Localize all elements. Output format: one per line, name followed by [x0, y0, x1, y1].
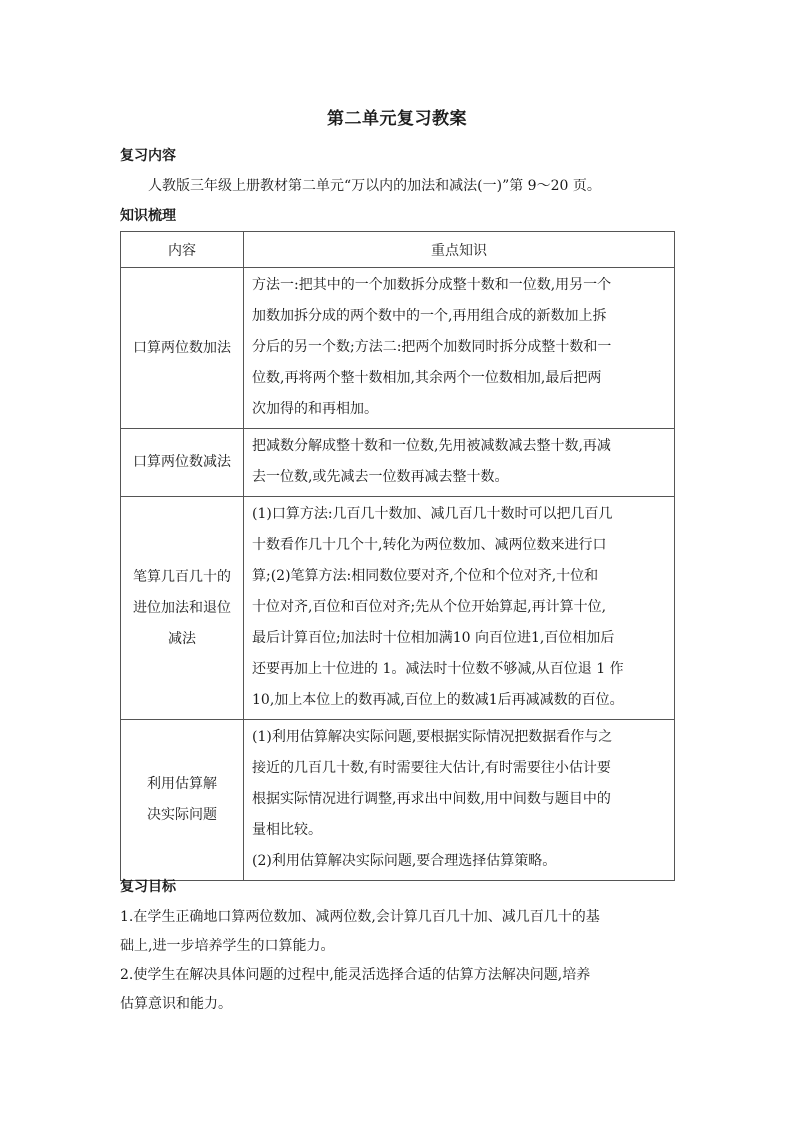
section-heading-review-content: 复习内容	[120, 148, 176, 164]
table-row	[121, 720, 675, 881]
key-point-line: 分后的另一个数;方法二:把两个加数同时拆分成整十数和一	[252, 339, 612, 355]
key-point-line: (1)利用估算解决实际问题,要根据实际情况把数据看作与之	[252, 729, 613, 745]
key-points-cell	[244, 720, 675, 881]
key-points-cell	[244, 268, 675, 429]
key-point-line: 方法一:把其中的一个加数拆分成整十数和一位数,用另一个	[252, 277, 612, 293]
key-point-line: 接近的几百几十数,有时需要往大估计,有时需要往小估计要	[252, 760, 611, 776]
key-point-line: 最后计算百位;加法时十位相加满10 向百位进1,百位相加后	[252, 630, 615, 646]
table-row	[121, 429, 675, 497]
key-points-cell	[244, 429, 675, 497]
key-point-line: 次加得的和再相加。	[252, 401, 378, 417]
topic-line: 口算两位数减法	[133, 454, 231, 470]
topic-cell	[121, 268, 244, 429]
key-point-line: 把减数分解成整十数和一位数,先用被减数减去整十数,再减	[252, 438, 611, 454]
key-point-line: 去一位数,或先减去一位数再减去整十数。	[252, 469, 509, 485]
topic-cell	[121, 720, 244, 881]
table-header-row	[121, 232, 675, 268]
key-point-line: 位数,再将两个整十数相加,其余两个一位数相加,最后把两	[252, 370, 602, 386]
page-title: 第二单元复习教案	[327, 109, 467, 129]
topic-line: 利用估算解	[147, 776, 217, 792]
key-point-line: 量相比较。	[252, 822, 322, 838]
key-point-line: 十数看作几十几个十,转化为两位数加、减两位数来进行口	[252, 537, 607, 553]
goal-line: 础上,进一步培养学生的口算能力。	[120, 938, 335, 954]
key-point-line: 根据实际情况进行调整,再求出中间数,用中间数与题目中的	[252, 791, 611, 807]
section-heading-review-goals: 复习目标	[120, 879, 176, 895]
topic-cell	[121, 429, 244, 497]
key-point-line: 算;(2)笔算方法:相同数位要对齐,个位和个位对齐,十位和	[252, 568, 599, 584]
table-header-key-points: 重点知识	[244, 232, 675, 268]
topic-line: 进位加法和退位	[133, 599, 231, 616]
key-point-line: 加数加拆分成的两个数中的一个,再用组合成的新数加上拆	[252, 308, 607, 324]
review-content-text: 人教版三年级上册教材第二单元“万以内的加法和减法(一)”第 9～20 页。	[148, 178, 601, 194]
topic-cell	[121, 497, 244, 720]
key-point-line: 十位对齐,百位和百位对齐;先从个位开始算起,再计算十位,	[252, 599, 607, 615]
review-goals-text	[120, 903, 680, 1019]
knowledge-table	[120, 231, 675, 881]
key-points-cell	[244, 497, 675, 720]
section-heading-knowledge: 知识梳理	[120, 208, 176, 224]
table-header-topic: 内容	[121, 232, 244, 268]
goal-line: 估算意识和能力。	[120, 996, 232, 1012]
key-point-line: 还要再加上十位进的 1。减法时十位数不够减,从百位退 1 作	[252, 661, 624, 677]
key-point-line: (2)利用估算解决实际问题,要合理选择估算策略。	[252, 853, 557, 869]
goal-line: 2.使学生在解决具体问题的过程中,能灵活选择合适的估算方法解决问题,培养	[120, 967, 591, 983]
topic-line: 减法	[168, 630, 196, 647]
topic-line: 决实际问题	[147, 807, 217, 823]
table-row	[121, 497, 675, 720]
key-point-line: 10,加上本位上的数再减,百位上的数减1后再减减数的百位。	[252, 692, 624, 708]
goal-line: 1.在学生正确地口算两位数加、减两位数,会计算几百几十加、减几百几十的基	[120, 909, 600, 925]
topic-line: 笔算几百几十的	[133, 568, 231, 585]
topic-line: 口算两位数加法	[133, 339, 231, 356]
table-row	[121, 268, 675, 429]
key-point-line: (1)口算方法:几百几十数加、减几百几十数时可以把几百几	[252, 506, 613, 522]
